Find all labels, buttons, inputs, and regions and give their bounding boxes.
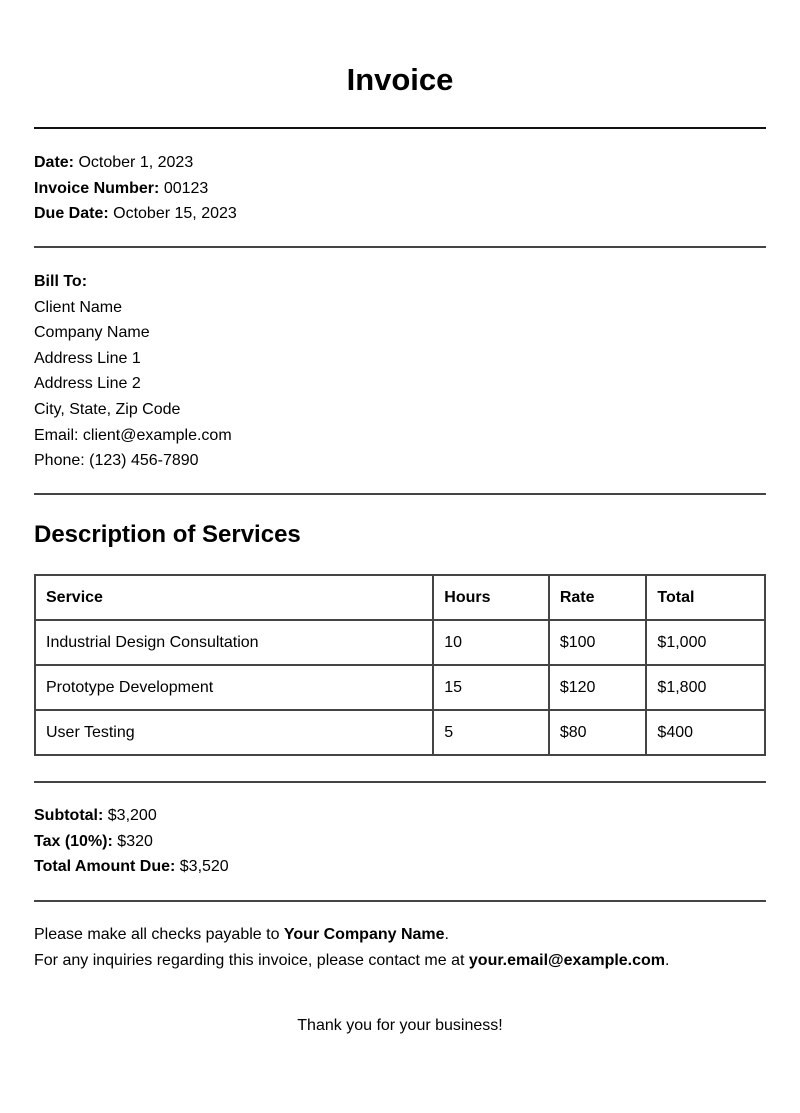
bill-to-block: [34, 269, 232, 474]
service-cell: Industrial Design Consultation: [35, 620, 433, 665]
column-header-rate: Rate: [549, 575, 647, 620]
bill-to-heading: Bill To:: [34, 273, 88, 290]
total-due-value: $3,520: [179, 858, 229, 876]
contact-email: your.email@example.com: [468, 952, 666, 969]
bill-to-line: City, State, Zip Code: [34, 400, 181, 418]
checks-prefix: Please make all checks payable to: [34, 926, 284, 943]
table-row: [35, 665, 765, 710]
total-cell: $1,000: [646, 620, 765, 665]
hours-cell: 15: [433, 665, 549, 710]
hours-cell: 5: [433, 710, 549, 755]
hours-cell: 10: [433, 620, 549, 665]
bill-to-line: Address Line 2: [34, 375, 141, 393]
tax-line: [34, 829, 229, 855]
column-header-hours: Hours: [433, 575, 549, 620]
due-date-value: October 15, 2023: [113, 205, 237, 223]
total-cell: $400: [646, 710, 765, 755]
total-due-label: Total Amount Due:: [34, 858, 176, 876]
payment-instructions: [34, 922, 669, 974]
inquiries-line: [34, 948, 669, 974]
subtotal-label: Subtotal:: [34, 807, 104, 824]
totals-block: [34, 803, 229, 880]
tax-value: $320: [117, 832, 153, 850]
service-cell: User Testing: [35, 710, 433, 755]
checks-payable-line: [34, 922, 669, 948]
total-cell: $1,800: [646, 665, 765, 710]
title-divider: [34, 127, 766, 129]
service-cell: Prototype Development: [35, 665, 433, 710]
meta-divider: [34, 246, 766, 248]
bill-to-line: Phone: (123) 456-7890: [34, 452, 199, 470]
column-header-total: Total: [646, 575, 765, 620]
services-heading: Description of Services: [34, 521, 301, 548]
checks-suffix: .: [444, 926, 449, 943]
bill-to-line: Company Name: [34, 324, 150, 342]
thank-you-note: Thank you for your business!: [297, 1017, 503, 1034]
subtotal-value: $3,200: [107, 807, 157, 824]
table-header-row: [35, 575, 765, 620]
inquiries-suffix: .: [665, 952, 670, 969]
tax-label: Tax (10%):: [34, 832, 113, 850]
company-name: Your Company Name: [283, 926, 445, 943]
page-title: Invoice: [346, 62, 454, 97]
table-row: [35, 620, 765, 665]
total-due-line: [34, 854, 229, 880]
totals-divider: [34, 900, 766, 902]
due-date-label: Due Date:: [34, 205, 109, 223]
table-row: [35, 710, 765, 755]
bill-to-line: Email: client@example.com: [34, 426, 232, 444]
invoice-number-value: 00123: [163, 179, 209, 197]
bill-to-divider: [34, 493, 766, 495]
invoice-meta: [34, 150, 237, 227]
date-value: October 1, 2023: [78, 154, 194, 171]
services-table: [34, 574, 766, 756]
subtotal-line: [34, 803, 229, 829]
rate-cell: $80: [549, 710, 647, 755]
date-label: Date:: [34, 154, 75, 171]
due-date-line: [34, 201, 237, 227]
rate-cell: $100: [549, 620, 647, 665]
invoice-number-line: [34, 176, 237, 202]
rate-cell: $120: [549, 665, 647, 710]
bill-to-line: Client Name: [34, 298, 123, 316]
bill-to-line: Address Line 1: [34, 349, 141, 367]
date-line: [34, 150, 237, 176]
table-divider: [34, 781, 766, 783]
column-header-service: Service: [35, 575, 433, 620]
invoice-number-label: Invoice Number:: [34, 179, 160, 197]
inquiries-prefix: For any inquiries regarding this invoice, please contact me at: [34, 952, 469, 969]
